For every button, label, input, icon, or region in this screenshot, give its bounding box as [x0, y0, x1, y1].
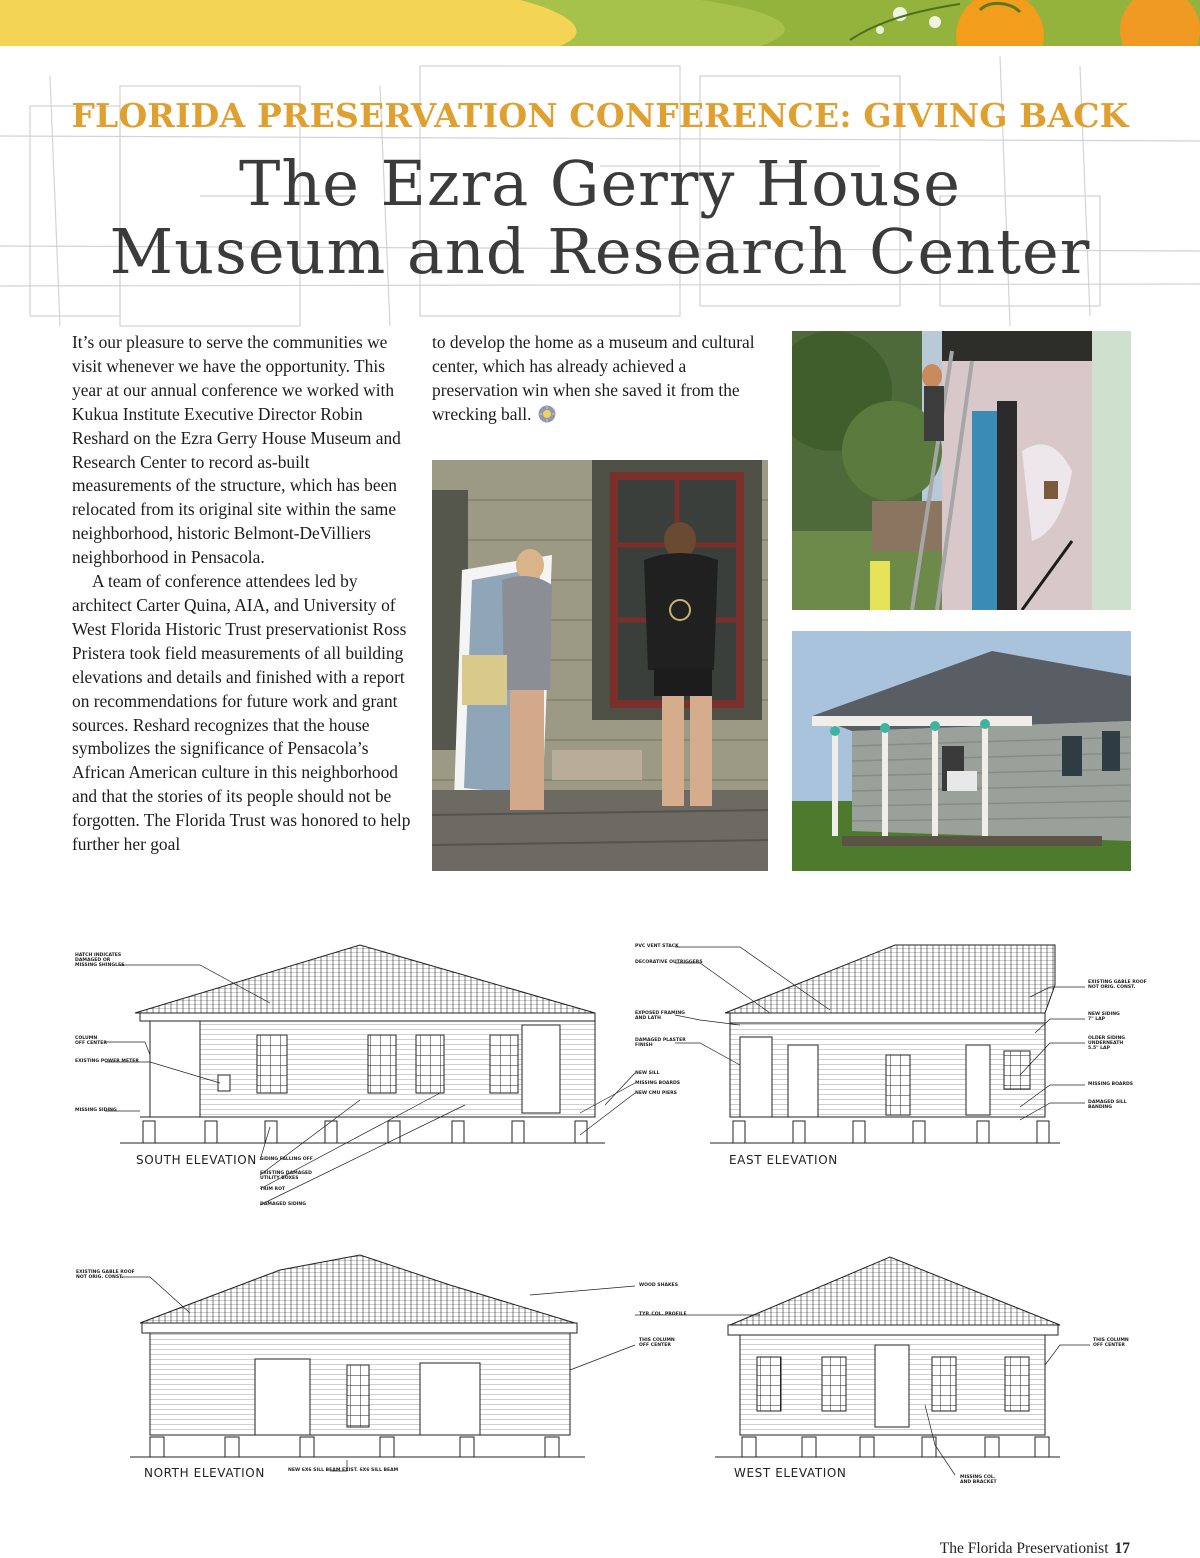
annotation-note: EXIST. 6X6 SILL BEAM [342, 1468, 399, 1473]
annotation-note: DECORATIVE OUTRIGGERS [635, 960, 703, 965]
annotation-note: NEW 6X6 SILL BEAM [288, 1468, 341, 1473]
title-line-2: Museum and Research Center [109, 215, 1091, 288]
annotation-note: THIS COLUMN OFF CENTER [639, 1338, 675, 1348]
architectural-elevations [60, 925, 1150, 1505]
annotation-note: EXISTING GABLE ROOF NOT ORIG. CONST. [76, 1270, 135, 1280]
annotation-note: OLDER SIDING UNDERNEATH 5.5" LAP [1088, 1036, 1126, 1051]
photo-house-exterior [792, 631, 1131, 871]
annotation-note: TRIM ROT [260, 1187, 286, 1192]
north-elevation-drawing [130, 1255, 585, 1457]
south-elevation-drawing [120, 945, 605, 1143]
annotation-note: EXISTING DAMAGED UTILITY BOXES [260, 1171, 312, 1181]
decorative-banner [0, 0, 1200, 46]
annotation-note: HATCH INDICATES DAMAGED OR MISSING SHINGLES [75, 953, 125, 968]
page-number: 17 [1114, 1540, 1130, 1557]
annotation-note: COLUMN OFF CENTER [75, 1036, 107, 1046]
annotation-note: EXISTING POWER METER [75, 1059, 139, 1064]
annotation-note: NEW SILL [635, 1071, 660, 1076]
annotation-note: WOOD SHAKES [639, 1283, 679, 1288]
west-elevation-drawing [715, 1257, 1060, 1457]
photo-ladder-facade [792, 331, 1131, 610]
annotation-note: THIS COLUMN OFF CENTER [1093, 1338, 1129, 1348]
article-title [0, 147, 1200, 288]
north-elevation-label: NORTH ELEVATION [144, 1466, 265, 1480]
annotation-note: SIDING FALLING OFF [260, 1157, 313, 1162]
annotation-note: DAMAGED SIDING [260, 1202, 306, 1207]
annotation-note: PVC VENT STACK [635, 944, 679, 949]
annotation-note: EXPOSED FRAMING AND LATH [635, 1011, 685, 1021]
end-mark-icon [538, 405, 556, 423]
east-elevation-label: EAST ELEVATION [729, 1153, 838, 1167]
page-footer [940, 1540, 1130, 1558]
title-line-1: The Ezra Gerry House [239, 147, 961, 220]
south-elevation-label: SOUTH ELEVATION [136, 1153, 257, 1167]
annotation-note: EXISTING GABLE ROOF NOT ORIG. CONST. [1088, 980, 1147, 990]
paragraph-2: A team of conference attendees led by architect Carter Quina, AIA, and University of West Florida Historic Trust preservationist Ross Pristera took field measurements of all building elevations and details and finished with a report on recommendations for future work and grant sources. Reshard recognizes that the house symbolizes the significance of Pensacola’s African American culture in this neighborhood and that the stories of its people should not be forgotten. The Florida Trust was honored to help further her goal [72, 571, 411, 855]
article-kicker: FLORIDA PRESERVATION CONFERENCE: GIVING BACK [71, 96, 1129, 135]
paragraph-3-text: to develop the home as a museum and cultural center, which has already achieved a preservation win when she saved it from the wrecking ball. [432, 332, 755, 424]
annotation-note: DAMAGED SILL BANDING [1088, 1100, 1127, 1110]
paragraph-3 [432, 331, 772, 427]
publication-name: The Florida Preservationist [939, 1540, 1109, 1557]
west-elevation-label: WEST ELEVATION [734, 1466, 847, 1480]
annotation-note: MISSING COL. AND BRACKET [960, 1475, 997, 1485]
paragraph-1: It’s our pleasure to serve the communities we visit whenever we have the opportunity. This year at our annual conference we worked with Kukua Institute Executive Director Robin Reshard on the Ezra Gerry House Museum and Research Center to record as-built measurements of the structure, which has been relocated from its original site within the same neighborhood, historic Belmont-DeVilliers neighborhood in Pensacola. [72, 332, 401, 568]
annotation-note: NEW CMU PIERS [635, 1091, 677, 1096]
photo-measuring-window [432, 460, 768, 871]
annotation-note: MISSING BOARDS [1088, 1082, 1134, 1087]
east-elevation-drawing [710, 945, 1060, 1143]
annotation-note: TYP. COL. PROFILE [639, 1312, 687, 1317]
text-column-2 [432, 331, 772, 427]
annotation-note: DAMAGED PLASTER FINISH [635, 1038, 686, 1048]
text-column-1 [72, 331, 412, 857]
annotation-note: MISSING SIDING [75, 1108, 117, 1113]
annotation-note: NEW SIDING 7" LAP [1088, 1012, 1120, 1022]
annotation-note: MISSING BOARDS [635, 1081, 681, 1086]
